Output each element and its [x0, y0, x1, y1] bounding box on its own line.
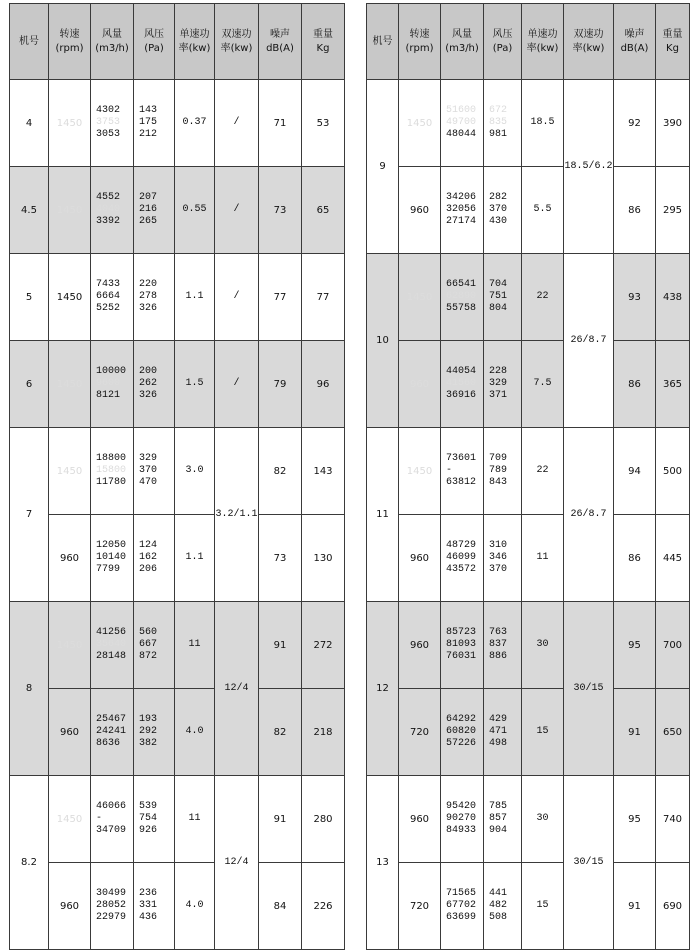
noise-cell: 82: [259, 689, 302, 776]
model-cell: 6: [10, 341, 49, 428]
pressure-cell: 236 331 436: [134, 863, 175, 950]
dual-power-cell: /: [215, 167, 259, 254]
table-row: [367, 341, 690, 428]
table-row: [10, 341, 345, 428]
model-cell: 8.2: [10, 776, 49, 950]
header-volume: 风量 (m3/h): [91, 4, 134, 80]
pressure-cell: 207 216 265: [134, 167, 175, 254]
speed-cell: 720: [399, 689, 441, 776]
noise-cell: 73: [259, 167, 302, 254]
noise-cell: 86: [614, 515, 656, 602]
table-row: [10, 428, 345, 515]
dual-power-cell: 30/15: [564, 602, 614, 776]
volume-cell: 48729 46099 43572: [441, 515, 484, 602]
volume-cell: 85723 81093 76031: [441, 602, 484, 689]
table-row: [10, 80, 345, 167]
fan-spec-table-right: [366, 3, 690, 950]
pressure-cell: 282 370 430: [484, 167, 522, 254]
pressure-cell: 709 789 843: [484, 428, 522, 515]
volume-cell: 4552 4040 3392: [91, 167, 134, 254]
weight-cell: 65: [302, 167, 345, 254]
header-volume: 风量 (m3/h): [441, 4, 484, 80]
model-cell: 11: [367, 428, 399, 602]
dual-power-cell: 12/4: [215, 602, 259, 776]
pressure-cell: 220 278 326: [134, 254, 175, 341]
weight-cell: 272: [302, 602, 345, 689]
speed-cell: 720: [399, 863, 441, 950]
speed-cell: 1450: [49, 776, 91, 863]
table-row: [367, 80, 690, 167]
pressure-cell: 228 329 371: [484, 341, 522, 428]
volume-cell: 41256 35640 28148: [91, 602, 134, 689]
noise-cell: 94: [614, 428, 656, 515]
speed-cell: 1450: [49, 254, 91, 341]
weight-cell: 438: [656, 254, 690, 341]
weight-cell: 96: [302, 341, 345, 428]
noise-cell: 91: [259, 776, 302, 863]
volume-cell: 46066 - 34709: [91, 776, 134, 863]
header-dual-power: 双速功 率(kw): [564, 4, 614, 80]
speed-cell: 1450: [49, 80, 91, 167]
volume-cell: 66541 62890 55758: [441, 254, 484, 341]
table-row: [10, 776, 345, 863]
single-power-cell: 22: [522, 428, 564, 515]
table-row: [367, 254, 690, 341]
pressure-cell: 124 162 206: [134, 515, 175, 602]
weight-cell: 690: [656, 863, 690, 950]
speed-cell: 1450: [49, 428, 91, 515]
single-power-cell: 1.1: [175, 254, 215, 341]
noise-cell: 91: [614, 689, 656, 776]
speed-cell: 1450: [399, 428, 441, 515]
volume-cell: 18800 15800 11780: [91, 428, 134, 515]
dual-power-cell: 18.5/6.2: [564, 80, 614, 254]
dual-power-cell: /: [215, 80, 259, 167]
noise-cell: 79: [259, 341, 302, 428]
noise-cell: 92: [614, 80, 656, 167]
header-weight: 重量 Kg: [302, 4, 345, 80]
table-row: [367, 167, 690, 254]
pressure-cell: 193 292 382: [134, 689, 175, 776]
table-row: [367, 863, 690, 950]
volume-cell: 34206 32056 27174: [441, 167, 484, 254]
weight-cell: 500: [656, 428, 690, 515]
noise-cell: 95: [614, 602, 656, 689]
table-row: [10, 167, 345, 254]
table-row: [10, 254, 345, 341]
weight-cell: 700: [656, 602, 690, 689]
noise-cell: 84: [259, 863, 302, 950]
model-cell: 13: [367, 776, 399, 950]
header-speed: 转速 (rpm): [49, 4, 91, 80]
volume-cell: 95420 90270 84933: [441, 776, 484, 863]
pressure-cell: 310 346 370: [484, 515, 522, 602]
weight-cell: 365: [656, 341, 690, 428]
model-cell: 9: [367, 80, 399, 254]
pressure-cell: 441 482 508: [484, 863, 522, 950]
model-cell: 5: [10, 254, 49, 341]
fan-spec-table-left: [9, 3, 345, 950]
table-row: [10, 863, 345, 950]
volume-cell: 4302 3753 3053: [91, 80, 134, 167]
single-power-cell: 4.0: [175, 689, 215, 776]
weight-cell: 650: [656, 689, 690, 776]
single-power-cell: 11: [522, 515, 564, 602]
weight-cell: 218: [302, 689, 345, 776]
table-row: [367, 776, 690, 863]
header-pressure: 风压 (Pa): [134, 4, 175, 80]
noise-cell: 71: [259, 80, 302, 167]
single-power-cell: 1.1: [175, 515, 215, 602]
weight-cell: 295: [656, 167, 690, 254]
speed-cell: 960: [49, 689, 91, 776]
single-power-cell: 30: [522, 602, 564, 689]
dual-power-cell: /: [215, 254, 259, 341]
model-cell: 4: [10, 80, 49, 167]
pressure-cell: 429 471 498: [484, 689, 522, 776]
volume-cell: 71565 67702 63699: [441, 863, 484, 950]
volume-cell: 12050 10140 7799: [91, 515, 134, 602]
single-power-cell: 0.55: [175, 167, 215, 254]
single-power-cell: 1.5: [175, 341, 215, 428]
model-cell: 4.5: [10, 167, 49, 254]
pressure-cell: 785 857 904: [484, 776, 522, 863]
single-power-cell: 3.0: [175, 428, 215, 515]
volume-cell: 10000 9600 8121: [91, 341, 134, 428]
noise-cell: 82: [259, 428, 302, 515]
volume-cell: 7433 6664 5252: [91, 254, 134, 341]
dual-power-cell: 12/4: [215, 776, 259, 950]
dual-power-cell: 26/8.7: [564, 254, 614, 428]
table-row: [367, 428, 690, 515]
weight-cell: 390: [656, 80, 690, 167]
table-row: [10, 602, 345, 689]
header-model: 机号: [367, 4, 399, 80]
speed-cell: 960: [399, 602, 441, 689]
speed-cell: 1450: [399, 80, 441, 167]
model-cell: 7: [10, 428, 49, 602]
weight-cell: 53: [302, 80, 345, 167]
single-power-cell: 5.5: [522, 167, 564, 254]
single-power-cell: 30: [522, 776, 564, 863]
single-power-cell: 15: [522, 689, 564, 776]
single-power-cell: 22: [522, 254, 564, 341]
table-row: [10, 689, 345, 776]
weight-cell: 280: [302, 776, 345, 863]
noise-cell: 91: [259, 602, 302, 689]
table-row: [367, 689, 690, 776]
header-noise: 噪声 dB(A): [259, 4, 302, 80]
volume-cell: 44054 41560 36916: [441, 341, 484, 428]
weight-cell: 130: [302, 515, 345, 602]
pressure-cell: 672 835 981: [484, 80, 522, 167]
pressure-cell: 143 175 212: [134, 80, 175, 167]
noise-cell: 93: [614, 254, 656, 341]
single-power-cell: 11: [175, 602, 215, 689]
dual-power-cell: 3.2/1.1: [215, 428, 259, 602]
speed-cell: 1450: [399, 254, 441, 341]
speed-cell: 1450: [49, 341, 91, 428]
volume-cell: 25467 24241 8636: [91, 689, 134, 776]
header-speed: 转速 (rpm): [399, 4, 441, 80]
volume-cell: 51600 49700 48044: [441, 80, 484, 167]
weight-cell: 445: [656, 515, 690, 602]
header-dual-power: 双速功 率(kw): [215, 4, 259, 80]
header-weight: 重量 Kg: [656, 4, 690, 80]
speed-cell: 960: [399, 341, 441, 428]
header-single-power: 单速功 率(kw): [175, 4, 215, 80]
noise-cell: 77: [259, 254, 302, 341]
pressure-cell: 560 667 872: [134, 602, 175, 689]
header-row: [367, 4, 690, 80]
header-row: [10, 4, 345, 80]
noise-cell: 73: [259, 515, 302, 602]
model-cell: 12: [367, 602, 399, 776]
pressure-cell: 200 262 326: [134, 341, 175, 428]
header-noise: 噪声 dB(A): [614, 4, 656, 80]
dual-power-cell: 26/8.7: [564, 428, 614, 602]
speed-cell: 1450: [49, 602, 91, 689]
table-row: [10, 515, 345, 602]
pressure-cell: 704 751 804: [484, 254, 522, 341]
model-cell: 10: [367, 254, 399, 428]
single-power-cell: 0.37: [175, 80, 215, 167]
weight-cell: 77: [302, 254, 345, 341]
pressure-cell: 763 837 886: [484, 602, 522, 689]
model-cell: 8: [10, 602, 49, 776]
volume-cell: 64292 60820 57226: [441, 689, 484, 776]
weight-cell: 226: [302, 863, 345, 950]
header-model: 机号: [10, 4, 49, 80]
weight-cell: 143: [302, 428, 345, 515]
speed-cell: 960: [399, 776, 441, 863]
noise-cell: 86: [614, 167, 656, 254]
single-power-cell: 15: [522, 863, 564, 950]
volume-cell: 73601 - 63812: [441, 428, 484, 515]
noise-cell: 91: [614, 863, 656, 950]
dual-power-cell: /: [215, 341, 259, 428]
single-power-cell: 18.5: [522, 80, 564, 167]
speed-cell: 960: [49, 515, 91, 602]
speed-cell: 960: [399, 167, 441, 254]
volume-cell: 30499 28052 22979: [91, 863, 134, 950]
noise-cell: 86: [614, 341, 656, 428]
single-power-cell: 11: [175, 776, 215, 863]
noise-cell: 95: [614, 776, 656, 863]
pressure-cell: 329 370 470: [134, 428, 175, 515]
speed-cell: 960: [399, 515, 441, 602]
pressure-cell: 539 754 926: [134, 776, 175, 863]
dual-power-cell: 30/15: [564, 776, 614, 950]
header-single-power: 单速功 率(kw): [522, 4, 564, 80]
speed-cell: 960: [49, 863, 91, 950]
weight-cell: 740: [656, 776, 690, 863]
single-power-cell: 4.0: [175, 863, 215, 950]
single-power-cell: 7.5: [522, 341, 564, 428]
speed-cell: 1450: [49, 167, 91, 254]
table-row: [367, 602, 690, 689]
table-row: [367, 515, 690, 602]
header-pressure: 风压 (Pa): [484, 4, 522, 80]
